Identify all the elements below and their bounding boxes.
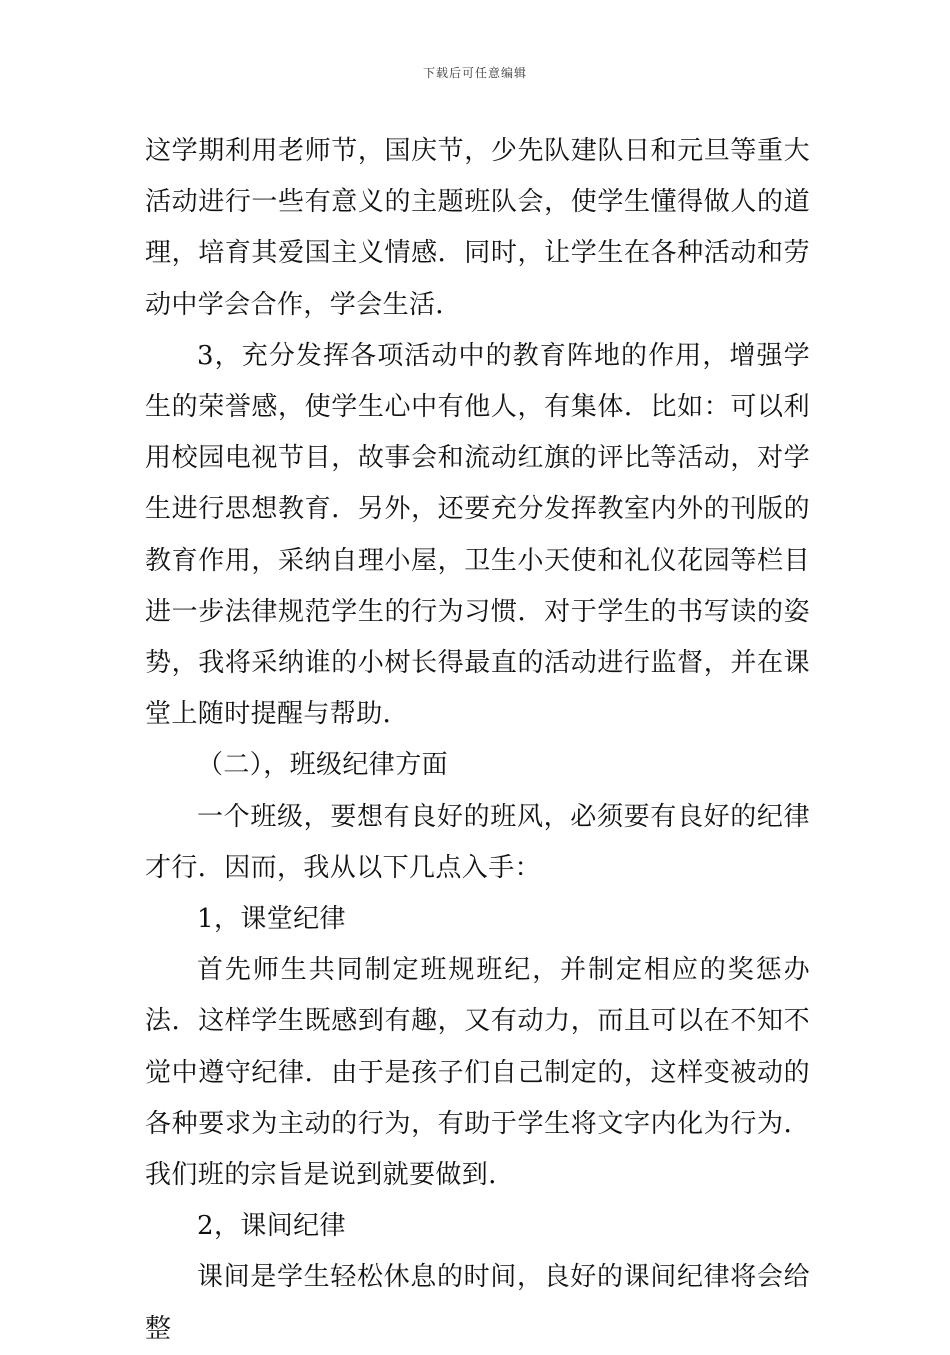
- paragraph-activities: 这学期利用老师节，国庆节，少先队建队日和元旦等重大活动进行一些有意义的主题班队会，使学生懂得做人的道理，培育其爱国主义情感．同时，让学生在各种活动和劳动中学会合作，学会生活．: [145, 136, 810, 320]
- document-body: [145, 126, 810, 1355]
- subheading-classroom-discipline: 1，课堂纪律: [197, 904, 346, 935]
- paragraph-break-time: 课间是学生轻松休息的时间，良好的课间纪律将会给整: [145, 1262, 810, 1344]
- paragraph-point-3: 3，充分发挥各项活动中的教育阵地的作用，增强学生的荣誉感，使学生心中有他人，有集体．比如：可以利用校园电视节目，故事会和流动红旗的评比等活动，对学生进行思想教育．另外，还要充分发挥教室内外的刊版的教育作用，采纳自理小屋，卫生小天使和礼仪花园等栏目进一步法律规范学生的行为习惯．对于学生的书写读的姿势，我将采纳谁的小树长得最直的活动进行监督，并在课堂上随时提醒与帮助．: [145, 340, 810, 730]
- subheading-break-discipline: 2，课间纪律: [197, 1211, 346, 1242]
- page-header: 下载后可任意编辑: [422, 66, 527, 80]
- paragraph-classroom-rules: 首先师生共同制定班规班纪，并制定相应的奖惩办法．这样学生既感到有趣，又有动力，而且可以在不知不觉中遵守纪律．由于是孩子们自己制定的，这样变被动的各种要求为主动的行为，有助于学生将文字内化为行为．我们班的宗旨是说到就要做到．: [145, 955, 810, 1191]
- section-heading-discipline: （二），班级纪律方面: [197, 750, 449, 781]
- paragraph-discipline-intro: 一个班级，要想有良好的班风，必须要有良好的纪律才行．因而，我从以下几点入手：: [145, 801, 810, 883]
